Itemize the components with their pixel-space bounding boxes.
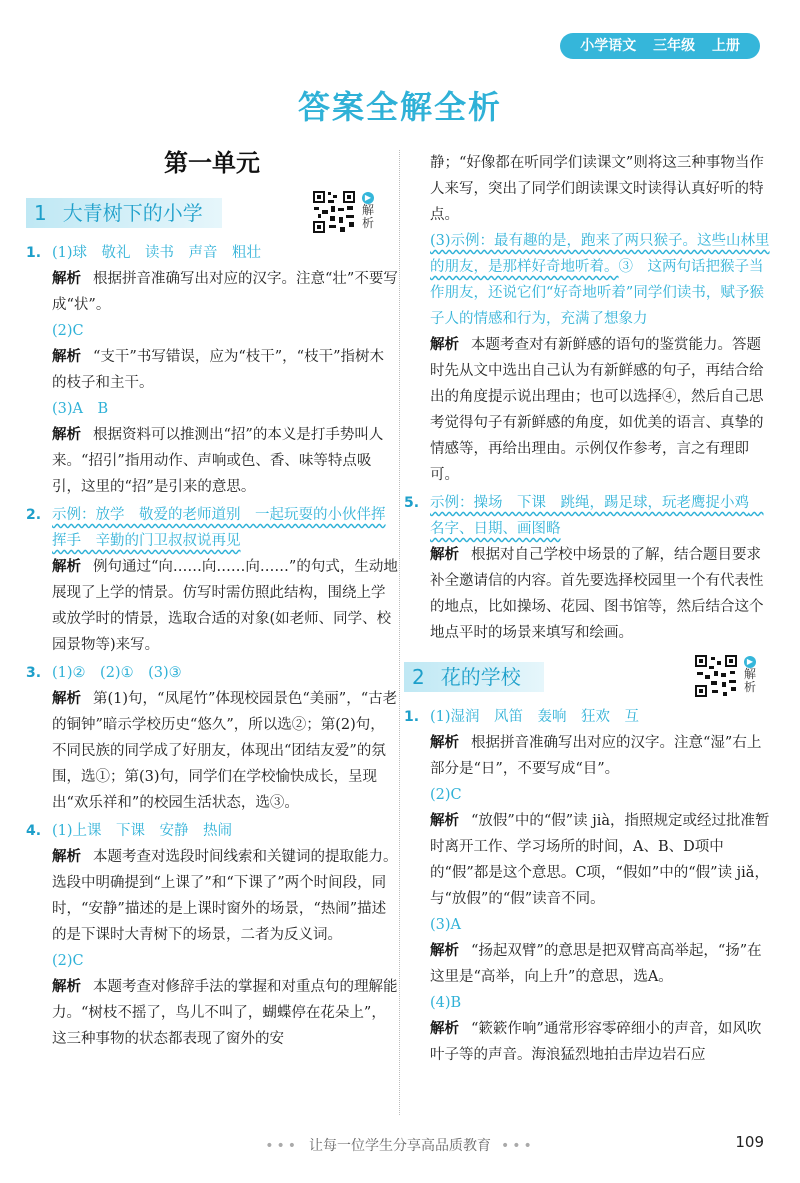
question-1 (26, 240, 398, 500)
explanation: 解析 本题考查对选段时间线索和关键词的提取能力。选段中明确提到“上课了”和“下课了”两个时间段，同时，“安静”描述的是上课时窗外的场景，“热闹”描述的是下课时大青树下的场景，二者为反义词。 (52, 849, 398, 943)
footer-slogan: 让每一位学生分享高品质教育 (309, 1138, 491, 1154)
qr-label: ▶ 解析 (362, 193, 375, 230)
header-tag (560, 33, 760, 59)
lesson2-question-1 (404, 704, 770, 1068)
question-number: 1. (26, 245, 42, 261)
question-number: 4. (26, 823, 42, 839)
answer: (3)A (430, 917, 462, 933)
answer: (1)湿润 风笛 轰响 狂欢 互 (430, 709, 640, 725)
question-number: 3. (26, 665, 42, 681)
play-icon: ▶ (362, 192, 374, 204)
answer: 示例：操场 下课 跳绳，踢足球，玩老鹰捉小鸡 名字、日期、画图略 (430, 495, 764, 537)
subject: 小学语文 (580, 38, 637, 54)
explanation: 解析 “放假”中的“假”读 jià，指照规定或经过批准暂时离开工作、学习场所的时间，A、B、D项中的“假”都是这个意思。C项，“假如”中的“假”读 jiǎ，与“放假”的“假”读音不同。 (430, 813, 770, 907)
explanation: 解析 本题考查对修辞手法的掌握和对重点句的理解能力。“树枝不摇了，鸟儿不叫了，蝴蝶停在花朵上”，这三种事物的状态都表现了窗外的安 (52, 979, 398, 1047)
question-5 (404, 490, 770, 646)
footer: ••• 让每一位学生分享高品质教育 ••• (265, 1138, 535, 1154)
explanation: 解析 根据拼音准确写出对应的汉字。注意“湿”右上部分是“日”，不要写成“目”。 (430, 735, 762, 777)
answer: (1)上课 下课 安静 热闹 (52, 823, 233, 839)
explanation: 解析 “扬起双臂”的意思是把双臂高高举起，“扬”在这里是“高举，向上升”的意思，选A。 (430, 943, 762, 985)
answer: (3)A B (52, 401, 109, 417)
explanation: 解析 例句通过“向……向……向……”的句式，生动地展现了上学的情景。仿写时需仿照此结构，围绕上学或放学时的情景，选取合适的对象(如老师、同学、校园景物等)来写。 (52, 559, 398, 653)
grade: 三年级 (653, 38, 696, 54)
volume: 上册 (712, 38, 740, 54)
explanation: 解析 根据资料可以推测出“招”的本义是打手势叫人来。“招引”指用动作、声响或色、香、味等特点吸引，这里的“招”是引来的意思。 (52, 427, 384, 495)
continued-explanation: 静；“好像都在听同学们读课文”则将这三种事物当作人来写，突出了同学们朗读课文时读得认真好听的特点。 (430, 155, 764, 223)
answer: 示例：放学 敬爱的老师道别 一起玩耍的小伙伴挥挥手 辛勤的门卫叔叔说再见 (52, 507, 386, 549)
answer: (2)C (430, 787, 462, 803)
question-4 (26, 818, 398, 1052)
answer: (2)C (52, 953, 84, 969)
right-column (404, 150, 770, 1068)
column-divider (399, 150, 400, 1115)
lesson-title: 大青树下的小学 (62, 201, 203, 225)
explanation: 解析 第(1)句，“凤尾竹”体现校园景色“美丽”，“古老的铜钟”暗示学校历史“悠久”，所以选②；第(2)句，不同民族的同学成了好朋友，体现出“团结友爱”的氛围，选①；第(3)句，同学们在学校愉快成长，呈现出“欢乐祥和”的校园生活状态，选③。 (52, 691, 398, 811)
play-icon: ▶ (744, 656, 756, 668)
answer: (2)C (52, 323, 84, 339)
explanation: 解析 根据拼音准确写出对应的汉字。注意“壮”不要写成“状”。 (52, 271, 398, 313)
explanation: 解析 根据对自己学校中场景的了解，结合题目要求补全邀请信的内容。首先要选择校园里一个有代表性的地点，比如操场、花园、图书馆等，然后结合这个地点平时的场景来填写和绘画。 (430, 547, 764, 641)
left-column (26, 148, 398, 1052)
page-title: 答案全解全析 (297, 88, 502, 126)
lesson-1-header (26, 190, 398, 234)
lesson-2-header (404, 654, 770, 698)
explanation: 解析 “支干”书写错误，应为“枝干”，“枝干”指树木的枝子和主干。 (52, 349, 384, 391)
question-number: 2. (26, 507, 42, 523)
explanation: 解析 “簌簌作响”通常形容零碎细小的声音，如风吹叶子等的声音。海浪猛烈地拍击岸边岩石应 (430, 1021, 762, 1063)
qr-code-icon[interactable] (694, 654, 738, 698)
question-2 (26, 502, 398, 658)
lesson-title: 花的学校 (440, 665, 521, 689)
answer: (1)球 敬礼 读书 声音 粗壮 (52, 245, 262, 261)
answer: (1)② (2)① (3)③ (52, 665, 182, 681)
lesson-number: 1 (34, 201, 47, 225)
answer: (4)B (430, 995, 462, 1011)
question-number: 5. (404, 495, 420, 511)
qr-label: ▶ 解析 (744, 657, 757, 694)
q4-answer-3: (3)示例：最有趣的是，跑来了两只猴子。这些山林里的朋友，是那样好奇地听着。③ 这两句话把猴子当作朋友，还说它们“好奇地听着”同学们读书，赋予猴子人的情感和行为，充满了想象力 (430, 233, 770, 327)
question-3 (26, 660, 398, 816)
page-number: 109 (735, 1133, 764, 1151)
qr-code-icon[interactable] (312, 190, 356, 234)
question-number: 1. (404, 709, 420, 725)
lesson-number: 2 (412, 665, 425, 689)
explanation: 解析 本题考查对有新鲜感的语句的鉴赏能力。答题时先从文中选出自己认为有新鲜感的句子，再结合给出的角度提示说出理由；也可以选择④，然后自己思考觉得句子有新鲜感的角度，如优美的语言、真挚的情感等，再给出理由。示例仅作参考，言之有理即可。 (430, 337, 764, 483)
unit-title: 第一单元 (164, 149, 260, 177)
